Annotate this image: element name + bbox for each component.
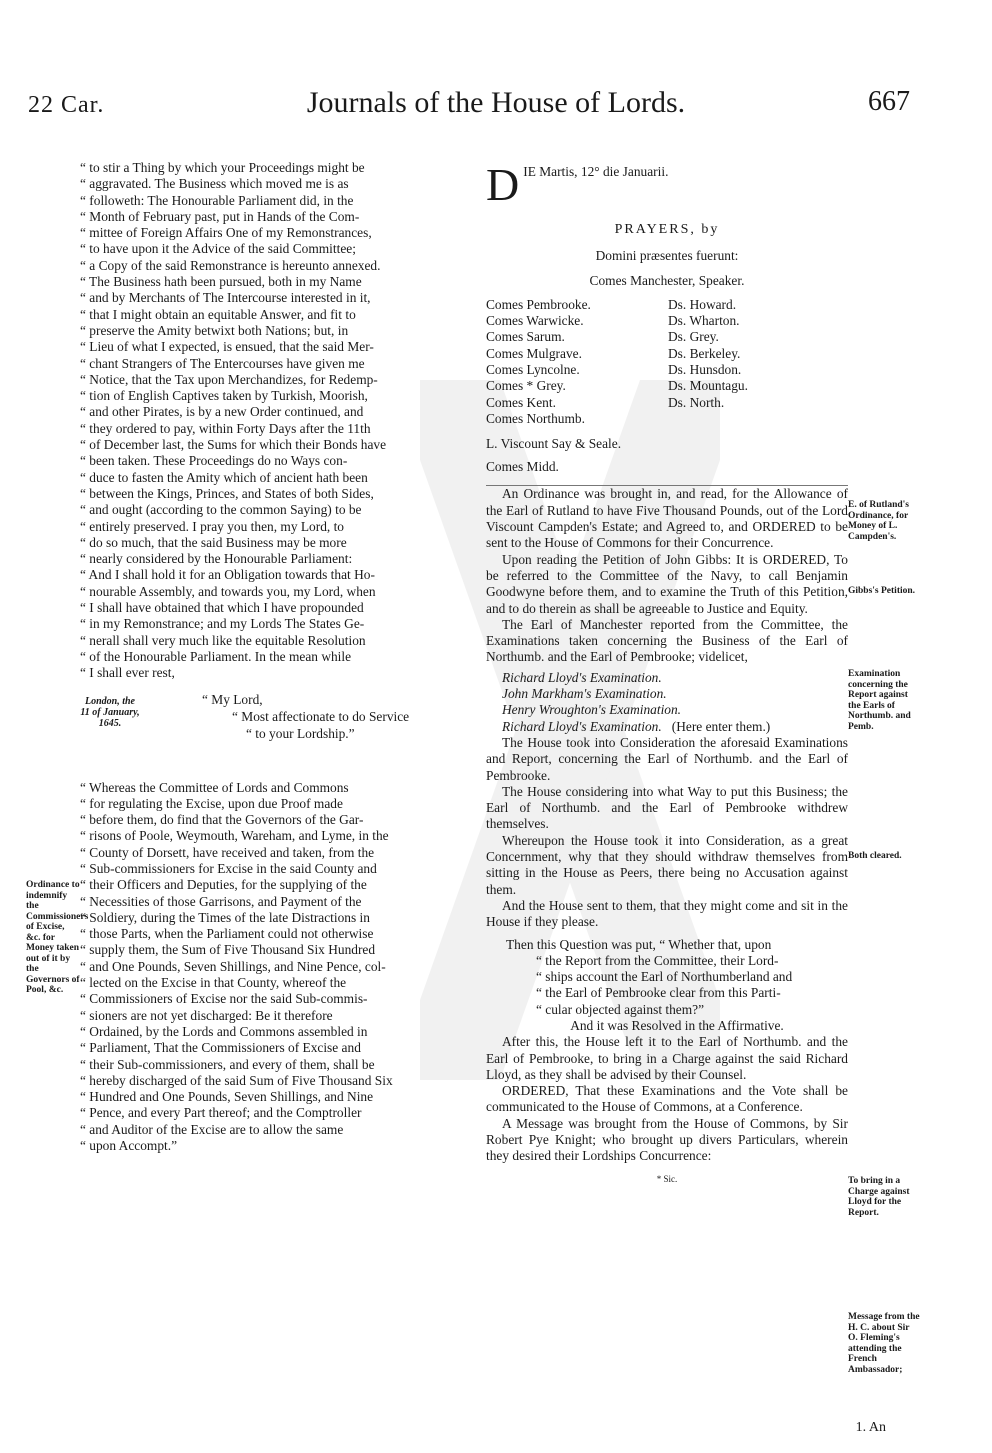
ordinance-line: “ and Auditor of the Excise are to allow the same [80,1121,344,1137]
domini-list [668,297,748,411]
exam-item: Richard Lloyd's Examination. [502,669,662,685]
footnote: * Sic. [656,1173,678,1184]
comites-list [486,297,591,427]
letter-line: “ a Copy of the said Remonstrance is hereunto annexed. [80,257,381,273]
ordinance-line: “ upon Accompt.” [80,1138,178,1154]
question-line: “ the Report from the Committee, their Lord- [536,952,779,968]
ordinance-line: “ Commissioners of Excise nor the said Sub-commis- [80,991,368,1007]
exam-item: Richard Lloyd's Examination. (Here enter them.) [502,718,771,734]
ordinance-line: “ their Sub-commissioners, and every of them, shall be [80,1056,375,1072]
question-line: “ ships account the Earl of Northumberland and [536,969,793,985]
ordinance-line: “ their Officers and Deputies, for the supplying of the [80,877,367,893]
regnal-year: 22 Car. [28,92,105,118]
date-heading [486,159,848,210]
presentes-line: Domini præsentes fuerunt: [595,248,739,264]
page-number: 667 [868,86,910,117]
ordinance-text [80,780,482,1155]
letter-line: “ to stir a Thing by which your Proceedings might be [80,160,365,175]
dominus-item: Ds. Hunsdon. [668,362,742,378]
letter-line: “ been taken. These Proceedings do no Ways con- [80,453,348,469]
ordinance-line: “ Hundred and One Pounds, Seven Shillings, and Nine [80,1089,374,1105]
date-line: IE Martis, 12° die Januarii. [523,164,669,179]
ordinance-line: “ Necessities of those Garrisons, and Payment of the [80,893,362,909]
entry-paragraph: Upon reading the Petition of John Gibbs: It is ORDERED, To be referred to the Committee of the Navy, to call Benjamin Goodwyne before them, and to examine the Truth of this Petition, and to do therein as shall be agreeable to Justice and Equity. [486,551,848,616]
letter-line: “ that I might obtain an equitable Answer, and fit to [80,306,356,322]
question-block [486,937,848,1035]
letter-line: “ entirely preserved. I pray you then, my Lord, to [80,518,345,534]
entry-paragraph: The House took into Consideration the aforesaid Examinations and Report, concerning the Earl of Northumb. and the Earl of Pembrooke. [486,734,848,783]
ordinance-line: “ supply them, the Sum of Five Thousand Six Hundred [80,942,376,958]
margin-note: Examination concerning the Report against the Earls of Northumb. and Pemb. [848,669,911,732]
member-line: Comes Midd. [486,459,559,475]
dominus-item: Ds. Grey. [668,329,719,345]
entry-paragraph: An Ordinance was brought in, and read, for the Allowance of the Earl of Rutland to have Five Thousand Pounds, out of the Lord Viscount Campden's Estate; and Agreed to, and ORDERED to be sent to the House of Commons for their Concurrence. [486,486,848,551]
letter-line: “ I shall ever rest, [80,665,175,681]
letter-line: “ of December last, the Sums for which their Bonds have [80,437,387,453]
letter-line: “ Month of February past, put in Hands of the Com- [80,208,360,224]
member-line: L. Viscount Say & Seale. [486,435,622,451]
prayers-heading: PRAYERS, by [614,222,720,237]
entry-paragraph: A Message was brought from the House of Commons, by Sir Robert Pye Knight; who brought up divers Particulars, wherein they desired their Lordships Concurrence: [486,1115,848,1164]
comes-item: Comes Sarum. [486,329,565,345]
ordinance-line: “ for regulating the Excise, upon due Proof made [80,795,343,811]
ordinance-line: “ Pence, and every Part thereof; and the Comptroller [80,1105,362,1121]
signoff-line: “ Most affectionate to do Service [232,708,410,724]
page-header [0,82,992,128]
letter-line: “ of the Honourable Parliament. In the mean while [80,648,352,664]
journal-title: Journals of the House of Lords. [306,86,686,119]
question-intro: Then this Question was put, “ Whether that, upon [506,936,772,952]
exam-item: John Markham's Examination. [502,686,667,702]
ordinance-line: “ those Parts, when the Parliament could not otherwise [80,926,374,942]
ordinance-sidenote: Ordinance to indemnify the Commissioners of Excise, &c. for Money taken out of it by the Governors of Pool, &c. [26,880,89,995]
entry-paragraph: The House considering into what Way to put this Business; the Earl of Northumb. and the Earl of Pembrooke withdrew themselves. [486,783,848,832]
letter-line: “ Notice, that the Tax upon Merchandizes, for Redemp- [80,371,378,387]
exam-item: Henry Wroughton's Examination. [502,702,682,718]
letter-signoff [80,692,482,758]
question-line: “ the Earl of Pembrooke clear from this Parti- [536,985,781,1001]
letter-line: “ aggravated. The Business which moved me is as [80,176,349,192]
ordinance-line: “ lected on the Excise in that County, whereof the [80,975,347,991]
letter-line: “ I shall have obtained that which I have propounded [80,600,364,616]
speaker-line: Comes Manchester, Speaker. [589,272,745,288]
entry-paragraph: ORDERED, That these Examinations and the Vote shall be communicated to the House of Commons, at a Conference. [486,1083,848,1115]
letter-line: “ mittee of Foreign Affairs One of my Remonstrances, [80,225,372,241]
ordinance-line: “ hereby discharged of the said Sum of Five Thousand Six [80,1072,393,1088]
dominus-item: Ds. North. [668,394,725,410]
letter-line: “ preserve the Amity betwixt both Nations; but, in [80,322,349,338]
letter-line: “ duce to fasten the Amity which of ancient hath been [80,469,368,485]
examinations-list [486,670,848,735]
comes-item: Comes Mulgrave. [486,345,582,361]
letter-line: “ and by Merchants of The Intercourse interested in it, [80,290,371,306]
comes-item: Comes Warwicke. [486,313,584,329]
question-line: “ cular objected against them?” [536,1001,705,1017]
comes-item: Comes Pembrooke. [486,296,591,312]
margin-note: To bring in a Charge against Lloyd for the Report. [848,1176,910,1218]
letter-line: “ do so much, that the said Business may be more [80,534,347,550]
right-column [486,160,848,1187]
resolved-line: And it was Resolved in the Affirmative. [570,1017,784,1033]
letter-line: “ and other Pirates, is by a new Order continued, and [80,404,364,420]
letter-quote [80,160,482,682]
letter-line: “ chant Strangers of The Entercourses have given me [80,355,365,371]
letter-line: “ The Business hath been pursued, both in my Name [80,274,362,290]
ordinance-line: “ Ordained, by the Lords and Commons assembled in [80,1023,368,1039]
entry-paragraph: After this, the House left it to the Earl of Northumb. and the Earl of Pembrooke, to bring in a Charge against the said Richard Lloyd, as they shall be advised by their Counsel. [486,1034,848,1082]
dominus-item: Ds. Wharton. [668,313,740,329]
exam-note: (Here enter them.) [671,718,771,734]
letter-line: “ and ought (according to the common Saying) to be [80,502,362,518]
comes-item: Comes Lyncolne. [486,362,580,378]
comes-item: Comes * Grey. [486,378,566,394]
ordinance-line: “ risons of Poole, Weymouth, Wareham, and Lyme, in the [80,828,389,844]
entry-paragraph: The Earl of Manchester reported from the Committee, the Examinations taken concerning the Business of the Earl of Northumb. and the Earl of Pembrooke; videlicet, [486,616,848,665]
signoff-line: “ to your Lordship.” [246,725,355,741]
dominus-item: Ds. Howard. [668,296,737,312]
letter-line: “ between the Kings, Princes, and States of both Sides, [80,485,374,501]
ordinance-line: “ before them, do find that the Governors of the Gar- [80,812,364,828]
ordinance-line: “ Parliament, That the Commissioners of Excise and [80,1040,361,1056]
letter-line: “ followeth: The Honourable Parliament did, in the [80,192,354,208]
ordinance-line: “ and One Pounds, Seven Shillings, and Nine Pence, col- [80,958,386,974]
dominus-item: Ds. Berkeley. [668,345,741,361]
ordinance-line: “ Whereas the Committee of Lords and Commons [80,779,349,795]
ordinance-line: “ Sub-commissioners for Excise in the said County and [80,860,377,876]
letter-line: “ in my Remonstrance; and my Lords The States Ge- [80,616,365,632]
catchword: 1. An [855,1420,886,1435]
left-column [80,160,482,1154]
letter-line: “ nerall shall very much like the equitable Resolution [80,632,366,648]
comes-item: Comes Northumb. [486,410,585,426]
letter-line: “ Lieu of what I expected, is ensued, that the said Mer- [80,339,374,355]
letter-place-date: London, the 11 of January, 1645. [80,695,140,729]
letter-line: “ And I shall hold it for an Obligation towards that Ho- [80,567,375,583]
drop-cap: D [486,159,520,210]
entry-paragraph: And the House sent to them, that they might come and sit in the House if they please. [486,897,848,930]
margin-note: Both cleared. [848,851,902,861]
ordinance-line: “ sioners are not yet discharged: Be it therefore [80,1007,333,1023]
margin-note: Gibbs's Petition. [848,586,916,596]
comes-item: Comes Kent. [486,394,556,410]
extra-members [486,436,848,476]
letter-line: “ nearly considered by the Honourable Parliament: [80,551,353,567]
attendance-lists [486,297,848,429]
margin-note: Message from the H. C. about Sir O. Fleming's attending the French Ambassador; [848,1312,920,1375]
letter-line: “ tion of English Captives taken by Turkish, Moorish, [80,388,368,404]
dominus-item: Ds. Mountagu. [668,378,748,394]
letter-line: “ nourable Assembly, and towards you, my Lord, when [80,583,376,599]
letter-line: “ to have upon it the Advice of the said Committee; [80,241,356,257]
ordinance-line: “ County of Dorsett, have received and taken, from the [80,844,375,860]
entry-paragraph: Whereupon the House took it into Consideration, as a great Concernment, why that they should withdraw themselves from sitting in the House as Peers, there being no Accusation against them. [486,832,848,897]
letter-line: “ they ordered to pay, within Forty Days after the 11th [80,420,371,436]
margin-note: E. of Rutland's Ordinance, for Money of L. Campden's. [848,500,909,542]
signoff-line: “ My Lord, [202,691,263,707]
ordinance-line: “ Soldiery, during the Times of the late Distractions in [80,909,370,925]
